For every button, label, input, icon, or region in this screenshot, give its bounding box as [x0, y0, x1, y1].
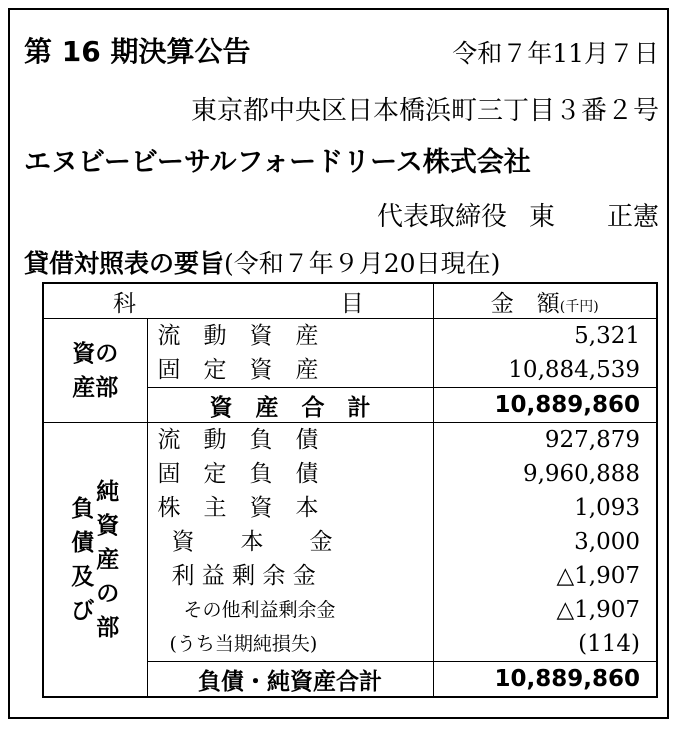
- liab-cat-c1-3: 及: [71, 563, 95, 590]
- liab-cat-c2-5: 部: [96, 614, 120, 641]
- statement-heading: [24, 244, 659, 280]
- liab-cat-c1-4: び: [71, 597, 95, 624]
- assets-item-amounts: [433, 319, 657, 388]
- liabilities-items-row: [43, 423, 657, 662]
- amount-retained-earnings: △1,907: [556, 563, 640, 589]
- statement-heading-date: (令和７年９月20日現在): [224, 249, 501, 278]
- subject-header: [43, 283, 433, 319]
- assets-total-amount: 10,889,860: [433, 388, 657, 423]
- item-name-current-liabilities: 流 動 負 債: [157, 427, 319, 453]
- amount-capital: 3,000: [574, 529, 640, 555]
- amount-unit: (千円): [559, 298, 599, 315]
- representative-name: 東 正憲: [528, 202, 659, 232]
- liab-cat-c1-2: 債: [71, 529, 95, 556]
- amount-fixed-assets: 10,884,539: [508, 357, 640, 383]
- balance-sheet-table: [42, 282, 658, 698]
- liab-cat-c2-3: 産: [96, 546, 120, 573]
- assets-total-label: 資 産 合 計: [147, 388, 433, 423]
- item-name-capital: 資 本 金: [171, 529, 333, 555]
- liab-cat-c2-1: 純: [96, 478, 120, 505]
- assets-category: [43, 319, 147, 423]
- assets-category-line1: 資の: [72, 340, 119, 367]
- amount-current-assets: 5,321: [574, 323, 640, 349]
- liabilities-item-names: [147, 423, 433, 662]
- representative: [24, 196, 659, 233]
- item-name-fixed-liabilities: 固 定 負 債: [157, 461, 319, 487]
- amount-other-retained-earnings: △1,907: [556, 597, 640, 623]
- company-address: 東京都中央区日本橋浜町三丁目３番２号: [190, 96, 659, 126]
- subject-header-char1: 科: [112, 290, 136, 317]
- subject-header-char2: 目: [340, 290, 364, 317]
- item-name-other-retained-earnings: その他利益剰余金: [183, 599, 336, 621]
- liabilities-total-label: 負債・純資産合計: [147, 662, 433, 698]
- item-name-fixed-assets: 固 定 資 産: [157, 357, 319, 383]
- amount-fixed-liabilities: 9,960,888: [522, 461, 640, 487]
- amount-net-loss: (114): [578, 631, 640, 657]
- liabilities-category: [43, 423, 147, 698]
- amount-header-label: 金 額: [490, 290, 560, 317]
- company-name: エヌビービーサルフォードリース株式会社: [24, 147, 531, 178]
- item-name-shareholders-equity: 株 主 資 本: [157, 495, 319, 521]
- liab-cat-c2-4: の: [96, 580, 120, 607]
- assets-category-line2: 産部: [72, 374, 119, 401]
- liabilities-total-amount: 10,889,860: [433, 662, 657, 698]
- item-name-retained-earnings: 利 益 剰 余 金: [171, 563, 316, 589]
- table-header-row: [43, 283, 657, 319]
- liab-cat-c1-1: 負: [71, 495, 95, 522]
- statement-heading-title: 貸借対照表の要旨: [24, 249, 225, 278]
- liabilities-item-amounts: [433, 423, 657, 662]
- item-name-current-assets: 流 動 資 産: [157, 323, 319, 349]
- representative-title: 代表取締役: [376, 202, 507, 232]
- amount-current-liabilities: 927,879: [544, 427, 640, 453]
- assets-item-names: [147, 319, 433, 388]
- liab-cat-c2-2: 資: [96, 512, 120, 539]
- item-name-net-loss: (うち当期純損失): [169, 633, 318, 655]
- amount-shareholders-equity: 1,093: [574, 495, 640, 521]
- notice-title: 第 16 期決算公告: [24, 35, 251, 68]
- notice-date: 令和７年11月７日: [452, 39, 659, 68]
- assets-items-row: [43, 319, 657, 388]
- amount-header: [433, 283, 657, 319]
